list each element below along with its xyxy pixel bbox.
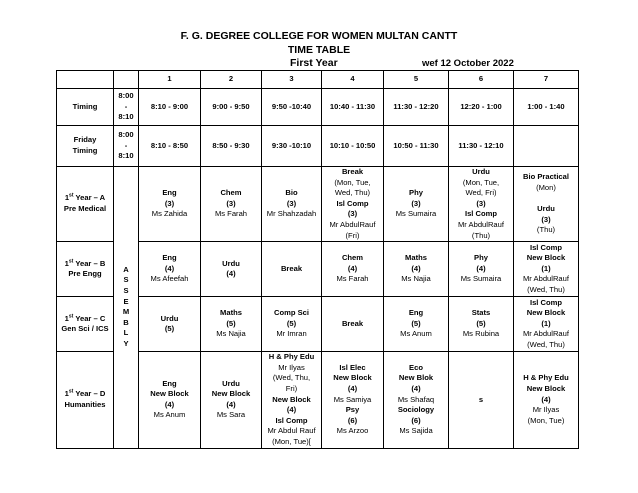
- class-cell: [262, 352, 322, 448]
- friday-slot: 10:50 - 11:30: [384, 126, 449, 167]
- cell-line: (5): [286, 318, 297, 328]
- section-label-line: 1st Year – C: [64, 313, 106, 323]
- cell-line: (Mon, Tue): [527, 415, 565, 425]
- cell-line: Mr Shahzadah: [266, 209, 317, 219]
- cell-line: (4): [476, 263, 486, 273]
- ordinal-suffix: st: [68, 258, 74, 265]
- section-label-line: 1st Year – A: [64, 192, 106, 203]
- cell-line: Mr Ilyas: [278, 362, 305, 372]
- friday-slot: 9:30 -10:10: [262, 126, 322, 167]
- section-label-line: Pre Engg: [68, 269, 102, 279]
- class-cell: [449, 352, 514, 448]
- cell-line: Isl Comp: [529, 242, 563, 252]
- cell-line: (Wed, Thu): [527, 340, 565, 350]
- timing-slot: 1:00 - 1:40: [514, 89, 579, 126]
- cell-line: Ms Zahida: [151, 209, 188, 219]
- cell-line: Break: [341, 167, 364, 176]
- class-cell: [201, 242, 262, 297]
- timing-row: [57, 89, 579, 126]
- cell-line: New Block: [526, 253, 566, 263]
- cell-line: (Fri): [345, 230, 360, 240]
- ordinal-suffix: st: [69, 192, 74, 199]
- cell-line: Eng: [162, 378, 177, 388]
- cell-line: H & Phy Edu: [523, 373, 569, 383]
- ordinal-suffix: st: [68, 313, 74, 320]
- cell-line: s: [478, 394, 484, 404]
- friday-slot: 8:10 - 8:50: [139, 126, 201, 167]
- cell-line: Ms Najia: [216, 329, 246, 339]
- class-cell: [384, 352, 449, 448]
- cell-line: Bio: [285, 188, 298, 198]
- class-cell: [514, 352, 579, 448]
- cell-line: (4): [411, 263, 421, 273]
- cell-line: Urdu: [222, 378, 240, 388]
- class-cell: [139, 167, 201, 242]
- cell-line: Mr AbdulRauf: [522, 274, 569, 284]
- cell-line: (5): [476, 318, 486, 328]
- period-header: 4: [322, 71, 384, 89]
- class-cell: [384, 297, 449, 352]
- cell-line: (5): [411, 318, 421, 328]
- cell-line: Ms Shafaq: [397, 394, 435, 404]
- cell-line: Ms Najia: [401, 274, 431, 284]
- section-label: [57, 167, 114, 242]
- friday-timing-label: [57, 126, 114, 167]
- cell-line: (Mon, Tue,: [334, 177, 371, 187]
- period-header: 1: [139, 71, 201, 89]
- cell-line: Chem: [341, 253, 364, 263]
- cell-line: (4): [541, 394, 551, 404]
- class-cell: [384, 167, 449, 242]
- cell-line: Ms Anum: [153, 410, 186, 420]
- cell-line: New Block: [211, 389, 251, 399]
- cell-line: Ms Samiya: [333, 394, 372, 404]
- section-label: [57, 352, 114, 448]
- cell-line: New Block: [333, 373, 372, 383]
- assembly-time-line: -: [124, 140, 128, 150]
- cell-line: (Mon): [536, 182, 556, 192]
- cell-line: Ms Farah: [214, 209, 248, 219]
- assembly-time: [114, 89, 139, 126]
- cell-line: Ms Sumaira: [395, 209, 437, 219]
- cell-line: (5): [164, 324, 175, 334]
- class-cell: [449, 297, 514, 352]
- cell-line: Eng: [162, 253, 177, 263]
- friday-label-line: Timing: [72, 146, 98, 155]
- cell-line: Ms Rubina: [462, 329, 500, 339]
- cell-line: Ms Sumaira: [460, 274, 502, 284]
- cell-line: Phy: [409, 188, 423, 198]
- timing-slot: 9:50 -10:40: [262, 89, 322, 126]
- cell-line: (4): [226, 269, 236, 279]
- cell-line: (Mon, Tue,: [462, 177, 500, 187]
- section-label: [57, 297, 114, 352]
- class-cell: [139, 242, 201, 297]
- cell-line: New Blok: [398, 373, 434, 383]
- cell-line: (1): [541, 263, 551, 273]
- assembly-column: [114, 167, 139, 449]
- cell-line: Mr AbdulRauf: [329, 219, 376, 229]
- assembly-letter: Y: [123, 339, 129, 349]
- cell-line: New Block: [526, 308, 566, 318]
- cell-line: Maths: [220, 308, 242, 318]
- assembly-time-line: 8:00: [118, 130, 134, 140]
- cell-line: (4): [347, 383, 358, 393]
- cell-line: (4): [226, 399, 236, 409]
- cell-line: New Block: [150, 389, 189, 399]
- cell-line: Comp Sci: [273, 308, 310, 318]
- period-header: 7: [514, 71, 579, 89]
- class-cell: [514, 297, 579, 352]
- cell-line: (4): [286, 405, 297, 415]
- assembly-time-line: 8:10: [118, 151, 134, 161]
- assembly-letter: M: [122, 307, 130, 317]
- class-cell: [262, 297, 322, 352]
- cell-line: Wed, Thu): [334, 188, 371, 198]
- section-row: [57, 167, 579, 242]
- class-cell: [201, 352, 262, 448]
- cell-line: New Block: [272, 394, 311, 404]
- friday-label-line: Friday: [73, 135, 97, 145]
- period-header: 2: [201, 71, 262, 89]
- cell-line: (3): [411, 198, 421, 208]
- ordinal-suffix: st: [68, 388, 74, 395]
- section-label: [57, 242, 114, 297]
- timing-slot: 12:20 - 1:00: [449, 89, 514, 126]
- section-label-line: Humanities: [64, 399, 106, 409]
- class-cell: [322, 167, 384, 242]
- assembly-letter: S: [123, 286, 129, 296]
- friday-assembly-time: [114, 126, 139, 167]
- cell-line: Ms Afeefah: [150, 274, 189, 284]
- cell-line: (3): [541, 214, 551, 224]
- cell-line: (4): [411, 383, 421, 393]
- cell-line: (6): [347, 415, 358, 425]
- cell-line: (4): [347, 263, 358, 273]
- class-cell: [139, 352, 201, 448]
- assembly-time-line: -: [124, 101, 128, 111]
- cell-line: Urdu: [160, 313, 179, 323]
- timing-slot: 10:40 - 11:30: [322, 89, 384, 126]
- cell-line: Isl Comp: [464, 209, 498, 219]
- college-name: F. G. DEGREE COLLEGE FOR WOMEN MULTAN CANTT: [180, 30, 458, 42]
- cell-line: (4): [164, 263, 175, 273]
- cell-line: Ms Arzoo: [336, 426, 369, 436]
- cell-line: (4): [164, 399, 175, 409]
- period-header: 6: [449, 71, 514, 89]
- cell-line: Mr Ilyas: [532, 405, 560, 415]
- cell-line: Maths: [405, 253, 427, 263]
- cell-line: (Thu): [471, 230, 491, 240]
- cell-line: Eng: [162, 188, 177, 198]
- assembly-letter: A: [123, 264, 129, 274]
- section-label-line: Pre Medical: [63, 204, 107, 214]
- friday-slot: 8:50 - 9:30: [201, 126, 262, 167]
- cell-line: Ms Sajida: [399, 426, 433, 436]
- class-cell: [201, 297, 262, 352]
- period-header: 5: [384, 71, 449, 89]
- header-row: [57, 71, 579, 89]
- class-cell: [322, 297, 384, 352]
- assembly-letter: S: [123, 275, 129, 285]
- cell-line: Stats: [471, 308, 491, 318]
- cell-line: (6): [411, 415, 421, 425]
- cell-line: (Wed, Thu,: [272, 373, 311, 383]
- cell-line: Psy: [345, 405, 360, 415]
- friday-slot: [514, 126, 579, 167]
- timing-label: Timing: [57, 89, 114, 126]
- cell-line: Eco: [409, 362, 423, 372]
- cell-line: Break: [280, 263, 303, 273]
- assembly-time-line: 8:00: [118, 91, 134, 101]
- class-cell: [262, 167, 322, 242]
- cell-line: Ms Sara: [216, 410, 246, 420]
- cell-line: Ms Farah: [336, 274, 369, 284]
- friday-timing-row: [57, 126, 579, 167]
- cell-line: Wed, Fri): [465, 188, 497, 198]
- cell-line: Mr Imran: [276, 329, 307, 339]
- class-cell: [384, 242, 449, 297]
- class-cell: [201, 167, 262, 242]
- assembly-letter: L: [123, 328, 129, 338]
- cell-line: Mr AbdulRauf: [457, 219, 504, 229]
- class-cell: [262, 242, 322, 297]
- class-cell: [139, 297, 201, 352]
- cell-line: Isl Elec: [339, 362, 366, 372]
- section-label-line: 1st Year – D: [64, 388, 106, 399]
- cell-line: Eng: [408, 308, 424, 318]
- corner-cell: [57, 71, 114, 89]
- year-label: First Year: [290, 57, 338, 69]
- class-cell: [514, 242, 579, 297]
- timing-slot: 11:30 - 12:20: [384, 89, 449, 126]
- cell-line: (5): [226, 318, 236, 328]
- section-label-line: 1st Year – B: [64, 258, 106, 268]
- cell-line: Phy: [474, 253, 488, 263]
- assembly-header-cell: [114, 71, 139, 89]
- assembly-letter: B: [123, 317, 129, 327]
- cell-line: [515, 193, 577, 204]
- class-cell: [322, 352, 384, 448]
- timing-slot: 8:10 - 9:00: [139, 89, 201, 126]
- cell-line: Chem: [220, 188, 242, 198]
- cell-line: Urdu: [537, 204, 555, 214]
- friday-slot: 10:10 - 10:50: [322, 126, 384, 167]
- cell-line: (3): [476, 198, 486, 208]
- class-cell: [514, 167, 579, 242]
- friday-slot: 11:30 - 12:10: [449, 126, 514, 167]
- cell-line: Fri): [285, 383, 298, 393]
- cell-line: Sociology: [397, 405, 435, 415]
- cell-line: New Block: [526, 383, 566, 393]
- cell-line: Ms Anum: [400, 329, 432, 339]
- cell-line: Isl Comp: [529, 297, 563, 307]
- class-cell: [449, 242, 514, 297]
- cell-line: Urdu: [472, 167, 490, 176]
- cell-line: (3): [347, 209, 358, 219]
- section-label-line: Gen Sci / ICS: [61, 324, 109, 334]
- cell-line: (3): [226, 198, 236, 208]
- cell-line: Bio Practical: [522, 172, 569, 182]
- cell-line: (Wed, Thu): [527, 285, 565, 295]
- class-cell: [449, 167, 514, 242]
- document-title: TIME TABLE: [287, 44, 351, 56]
- class-cell: [322, 242, 384, 297]
- cell-line: (3): [286, 198, 297, 208]
- cell-line: Mr AbdulRauf: [522, 329, 569, 339]
- wef-date: wef 12 October 2022: [422, 58, 514, 69]
- cell-line: H & Phy Edu: [268, 352, 315, 362]
- assembly-letter: E: [123, 296, 129, 306]
- assembly-time-line: 8:10: [118, 112, 134, 122]
- cell-line: (1): [541, 318, 551, 328]
- cell-line: Isl Comp: [275, 415, 308, 425]
- timing-slot: 9:00 - 9:50: [201, 89, 262, 126]
- cell-line: (Thu): [536, 225, 556, 235]
- cell-line: (3): [164, 198, 175, 208]
- cell-line: Isl Comp: [336, 198, 369, 208]
- cell-line: Break: [341, 318, 364, 328]
- cell-line: Urdu: [222, 258, 240, 268]
- timetable: [56, 70, 579, 449]
- cell-line: (Mon, Tue)[: [272, 436, 311, 446]
- period-header: 3: [262, 71, 322, 89]
- cell-line: Mr Abdul Rauf: [267, 426, 316, 436]
